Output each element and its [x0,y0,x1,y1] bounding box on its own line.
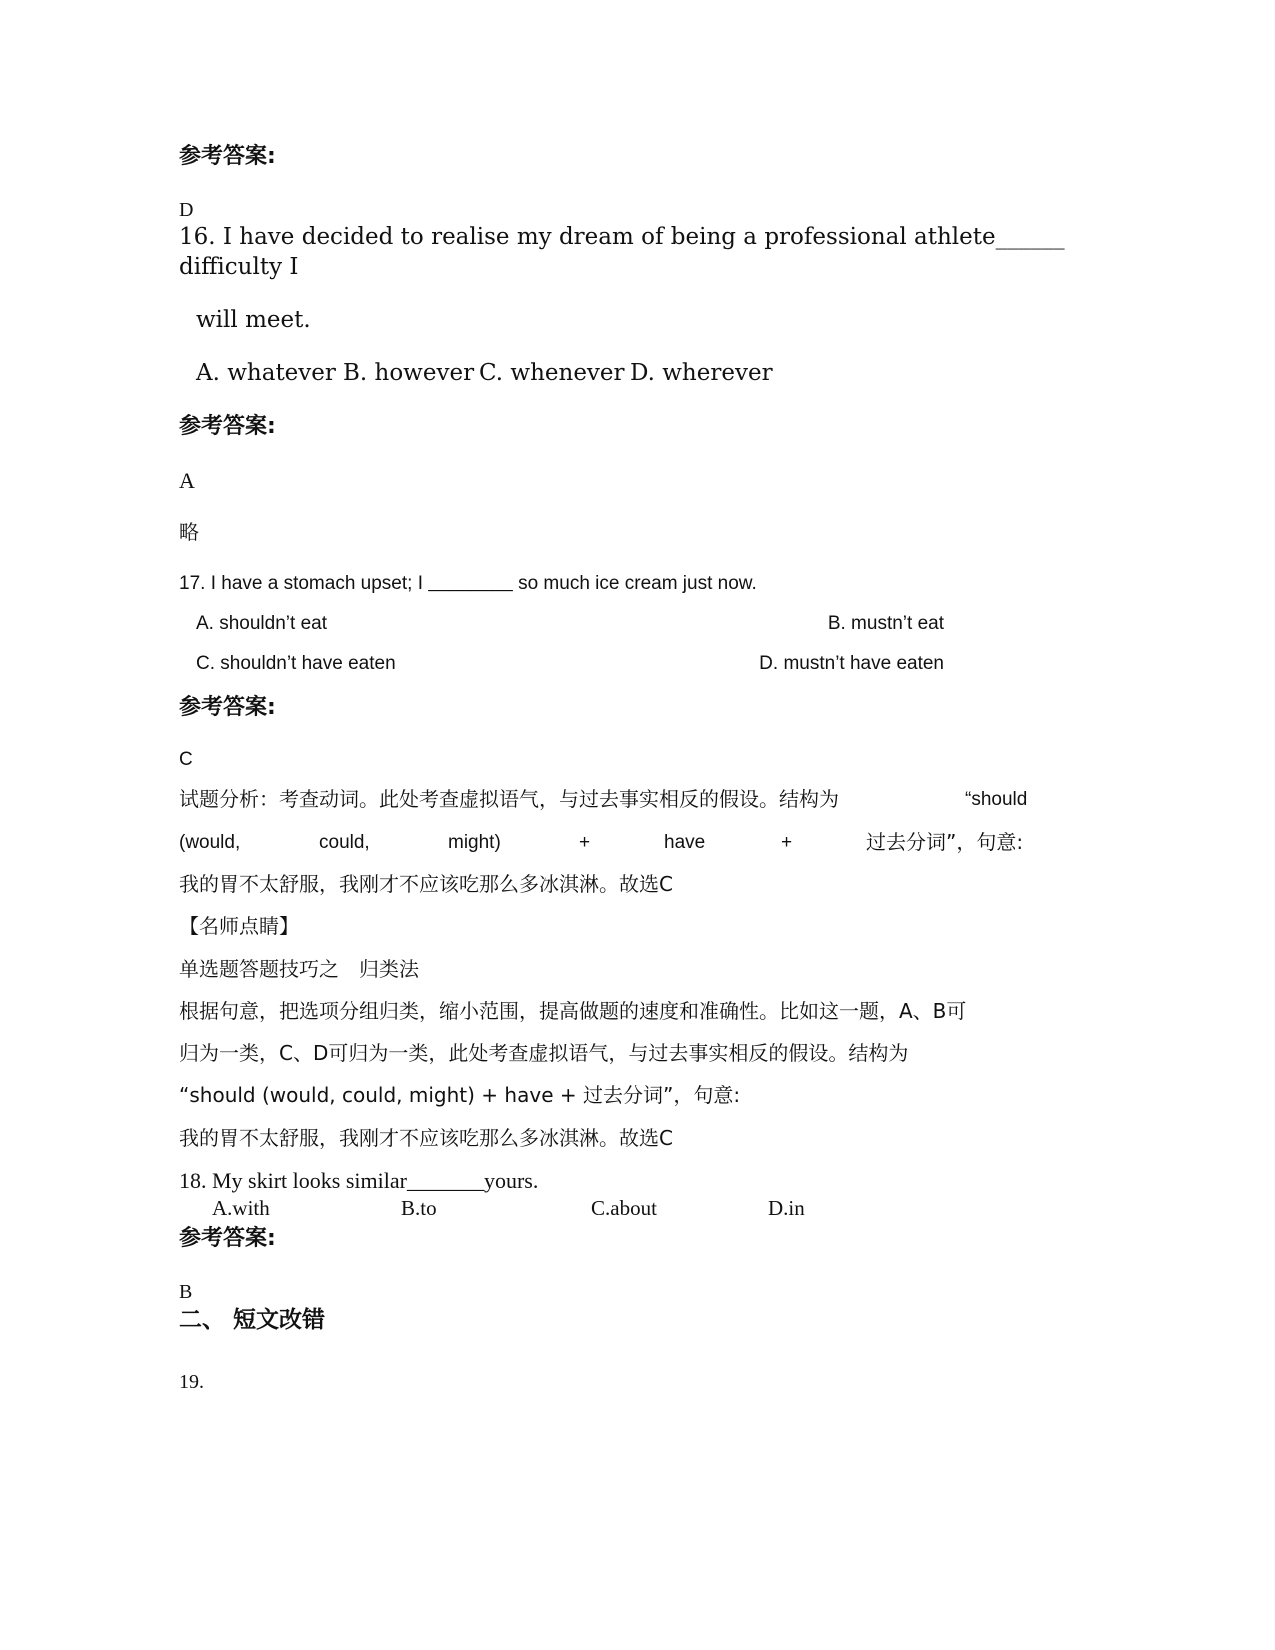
analysis-line1: 试题分析：考查动词。此处考查虚拟语气，与过去事实相反的假设。结构为 [179,787,839,811]
tip-title: 【名师点睛】 [179,914,299,938]
q17-stem-after: so much ice cream just now. [512,573,757,594]
answer-heading-q17: 参考答案: [179,695,276,720]
tip-line: “should (would, could, might) + have + 过去分词”，句意: [179,1083,741,1107]
analysis-line3: 我的胃不太舒服，我刚才不应该吃那么多冰淇淋。故选C [179,872,673,896]
analysis-line2-word: could, [319,832,370,853]
q16-option-c: C. whenever [479,360,625,386]
q16-option-a: A. whatever [196,360,336,386]
analysis-line2-word: might) [448,832,501,853]
answer-q16: A [179,468,195,493]
q18-option-c: C.about [591,1196,657,1220]
q18-option-b: B.to [401,1196,437,1220]
q17-option-a: A. shouldn’t eat [196,613,327,634]
tip-line: 归为一类，C、D可归为一类，此处考查虚拟语气，与过去事实相反的假设。结构为 [179,1041,909,1065]
q16-stem-line2: difficulty I [179,254,299,280]
q17-option-c: C. shouldn’t have eaten [196,653,396,674]
answer-q15: D [179,199,194,221]
q16-stem-line3: will meet. [196,307,311,333]
q16-stem-line1: 16. I have decided to realise my dream of being a professional athlete______ [179,224,1065,250]
q17-option-b: B. mustn’t eat [827,613,944,634]
analysis-line1-should: “should [965,789,1028,810]
answer-heading-q18: 参考答案: [179,1226,276,1251]
tip-line: 我的胃不太舒服，我刚才不应该吃那么多冰淇淋。故选C [179,1126,673,1150]
analysis-line2-word: (would, [179,832,241,853]
q17-option-d: D. mustn’t have eaten [759,653,944,674]
q19-number: 19. [179,1371,204,1393]
q16-note: 略 [179,520,199,544]
section-title: 二、 短文改错 [179,1307,326,1333]
analysis-line2-word: have [664,832,706,853]
analysis-line2-word: 过去分词”，句意: [866,830,1024,854]
tip-line: 根据句意，把选项分组归类，缩小范围，提高做题的速度和准确性。比如这一题，A、B可 [179,999,967,1023]
tip-subtitle: 单选题答题技巧之 归类法 [179,957,419,981]
q18-option-d: D.in [768,1196,805,1220]
q17-blank: ________ [428,573,513,594]
answer-heading-q16: 参考答案: [179,414,276,439]
q16-option-b: B. however [343,360,475,386]
q17-stem-before: 17. I have a stomach upset; I [179,573,429,594]
answer-q17: C [179,749,193,770]
answer-q18: B [179,1281,193,1303]
answer-heading-q15: 参考答案: [179,144,276,169]
q17-stem [179,573,757,596]
analysis-line2-word: + [781,832,793,853]
q18-stem: 18. My skirt looks similar_______yours. [179,1168,539,1193]
q18-option-a: A.with [212,1196,270,1220]
analysis-line2-word: + [579,832,591,853]
q16-option-d: D. wherever [630,360,773,386]
